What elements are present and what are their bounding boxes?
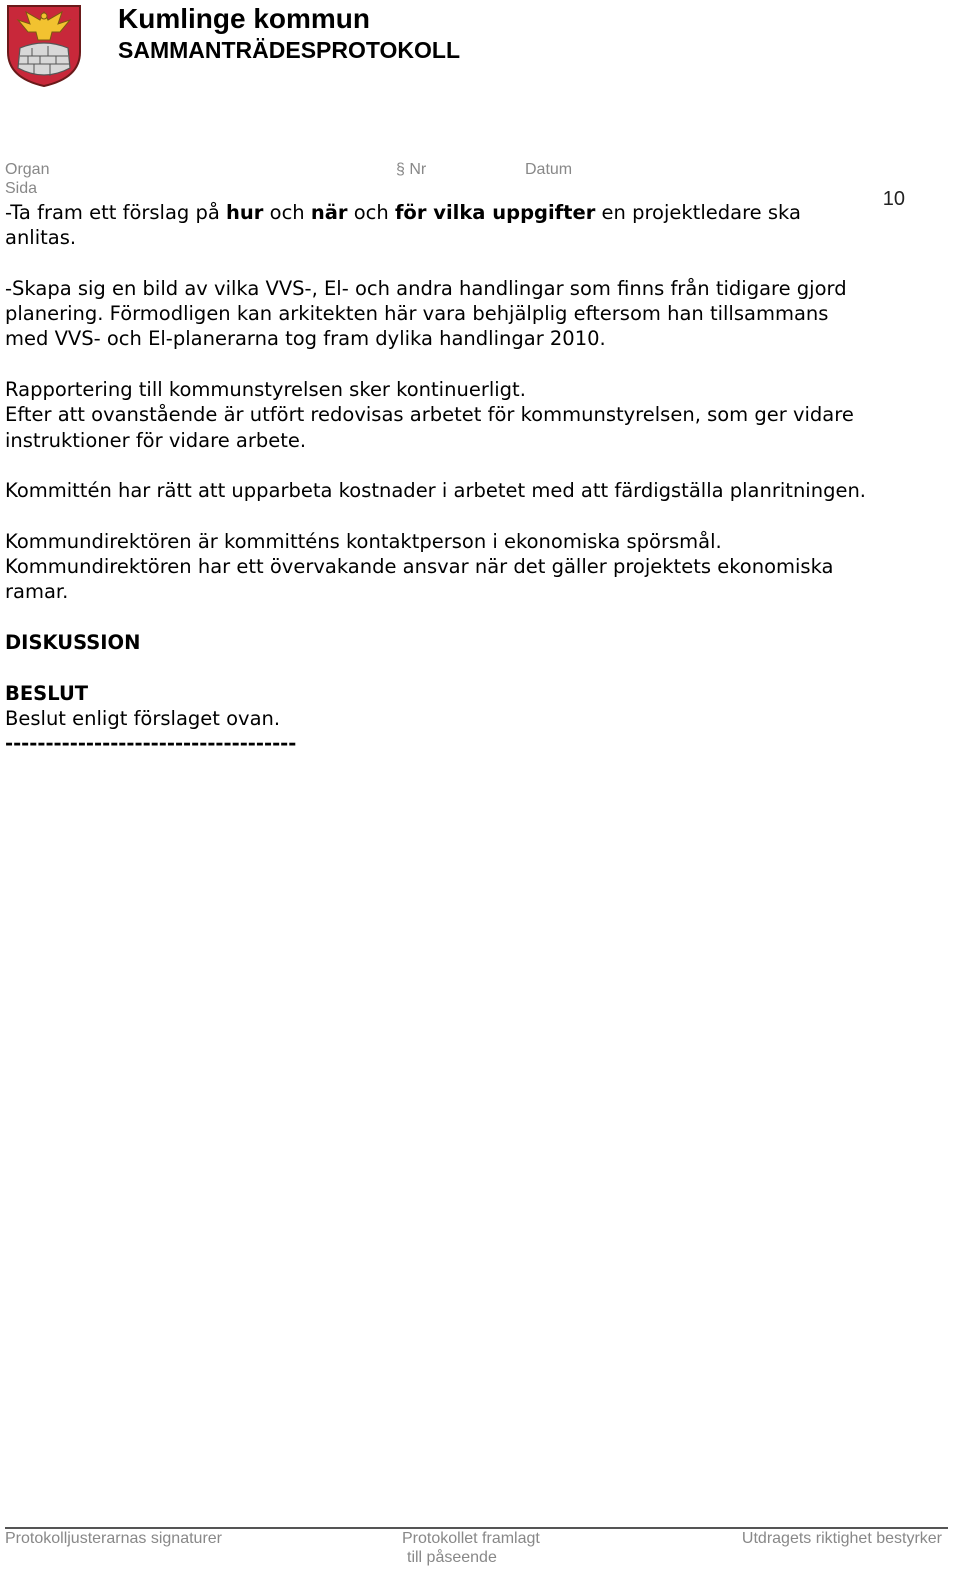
paragraph-after-completion: Efter att ovanstående är utfört redovisas arbetet för kommunstyrelsen, som ger vidare instruktioner för vidare arbete. [5, 403, 854, 452]
footer-framlagt-line1: Protokollet framlagt [402, 1530, 540, 1547]
decision-text: Beslut enligt förslaget ovan. [5, 706, 281, 730]
datum-label: Datum [525, 161, 573, 178]
paragraph-supervision: Kommundirektören har ett övervakande ansvar när det gäller projektets ekonomiska ramar. [5, 555, 834, 604]
sida-label: Sida [5, 180, 38, 197]
protocol-body [5, 200, 875, 757]
paragraph-documents: -Skapa sig en bild av vilka VVS-, El- och andra handlingar som finns från tidigare gjord planering. Förmodligen kan arkitekten här vara behjälplig eftersom han tillsammans med VVS- och El-planerarna tog fram dylika handlingar 2010. [5, 276, 847, 351]
separator-line: ------------------------------------ [5, 732, 297, 756]
footer-framlagt-line2: till påseende [407, 1549, 497, 1566]
document-type-title: SAMMANTRÄDESPROTOKOLL [118, 37, 461, 63]
discussion-heading: DISKUSSION [5, 631, 141, 655]
organ-label: Organ [5, 161, 50, 178]
paragraph-project-leader: -Ta fram ett förslag på hur och när och för vilka uppgifter en projektledare ska anlitas. [5, 201, 801, 250]
footer-signatures: Protokolljusterarnas signaturer [5, 1530, 222, 1547]
footer-bestyrker: Utdragets riktighet bestyrker [741, 1530, 942, 1547]
nr-label: § Nr [396, 161, 427, 178]
municipality-name: Kumlinge kommun [118, 3, 371, 34]
decision-heading: BESLUT [5, 681, 89, 705]
paragraph-contact-person: Kommundirektören är kommitténs kontaktperson i ekonomiska spörsmål. [5, 529, 722, 553]
page-number: 10 [882, 188, 905, 210]
municipal-coat-of-arms-icon [4, 2, 84, 88]
paragraph-reporting: Rapportering till kommunstyrelsen sker kontinuerligt. [5, 378, 526, 402]
paragraph-costs: Kommittén har rätt att upparbeta kostnader i arbetet med att färdigställa planritningen. [5, 479, 867, 503]
